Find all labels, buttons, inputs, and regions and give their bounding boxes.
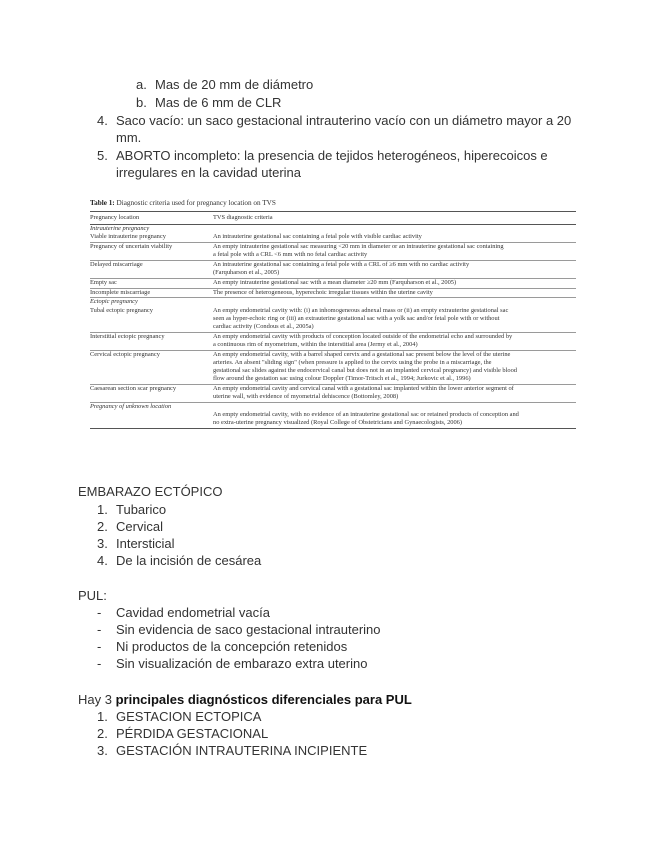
- table-caption: [90, 198, 576, 208]
- criteria-line: An empty endometrial cavity with products of conception located outside of the endometrial echo and surrounded by: [213, 332, 513, 340]
- list-marker: -: [97, 622, 102, 637]
- criteria-line: An intrauterine gestational sac containing a fetal pole with visible cardiac activity: [213, 233, 422, 241]
- table-cell-location: Delayed miscarriage: [90, 261, 213, 279]
- table-section-label: Ectopic pregnancy: [90, 298, 138, 306]
- table-cell-criteria: [213, 243, 576, 261]
- pul-item: Cavidad endometrial vacía: [116, 605, 270, 620]
- criteria-line: arteries. An absent "sliding sign" (when pressure is applied to the cervix using the probe in a miscarriage, the: [213, 358, 492, 366]
- table-cell-location: Caesarean section scar pregnancy: [90, 384, 213, 402]
- criteria-line: An empty intrauterine gestational sac measuring <20 mm in diameter or an intrauterine gestational sac containing: [213, 243, 504, 251]
- criteria-line: seen as hyper-echoic ring or (iii) an extrauterine gestational sac with a yolk sac and/or fetal pole with or without: [213, 314, 500, 322]
- table-cell-location: Tubal ectopic pregnancy: [90, 307, 213, 333]
- list-marker: 3.: [97, 536, 108, 551]
- diagnostic-criteria-table: [90, 211, 576, 429]
- table-cell-location: Cervical ectopic pregnancy: [90, 350, 213, 384]
- item-4-line-1: Saco vacío: un saco gestacional intrauterino vacío con un diámetro mayor a 20: [116, 113, 572, 128]
- criteria-line: a continuous rim of myometrium, within the interstitial area (Jermy et al., 2004): [213, 340, 418, 348]
- list-marker: 2.: [97, 519, 108, 534]
- differential-intro-plain: Hay 3: [78, 692, 116, 707]
- table-cell-location: Viable intrauterine pregnancy: [90, 233, 213, 242]
- list-marker: a.: [136, 77, 147, 92]
- table-header-location: Pregnancy location: [90, 212, 213, 225]
- pul-item: Sin evidencia de saco gestacional intrauterino: [116, 622, 381, 637]
- list-marker: b.: [136, 95, 147, 110]
- table-cell-location: Empty sac: [90, 278, 213, 288]
- list-marker: 5.: [97, 148, 108, 163]
- table-section-row: [90, 298, 576, 307]
- differential-intro-bold: principales diagnósticos diferenciales para PUL: [115, 692, 412, 707]
- list-marker: 3.: [97, 743, 108, 758]
- pul-title: PUL:: [78, 588, 107, 603]
- table-cell-criteria: [213, 411, 576, 428]
- criteria-line: An empty intrauterine gestational sac with a mean diameter ≥20 mm (Farquharson et al., 2005): [213, 278, 457, 286]
- criteria-line: gestational sac slides against the endocervical canal but does not in an implanted cervical pregnancy) and visible blood: [213, 366, 517, 374]
- list-marker: 4.: [97, 553, 108, 568]
- list-marker: -: [97, 605, 102, 620]
- criteria-line: cardiac activity (Condous et al., 2005a): [213, 322, 314, 330]
- ectopic-item: De la incisión de cesárea: [116, 553, 262, 568]
- list-marker: 1.: [97, 502, 108, 517]
- item-5-line-1: ABORTO incompleto: la presencia de tejidos heterogéneos, hiperecoicos e: [116, 148, 548, 163]
- table-row: [90, 411, 576, 428]
- table-row: [90, 233, 576, 242]
- table-section-row: [90, 225, 576, 234]
- criteria-line: An empty endometrial cavity, with a barrel shaped cervix and a gestational sac present below the level of the uterine: [213, 350, 511, 358]
- list-marker: 2.: [97, 726, 108, 741]
- ectopic-item: Tubarico: [116, 502, 167, 517]
- table-cell-location: [90, 411, 213, 428]
- list-marker: 4.: [97, 113, 108, 128]
- table-row: [90, 288, 576, 298]
- table-cell-criteria: [213, 307, 576, 333]
- pul-item: Sin visualización de embarazo extra uterino: [116, 656, 368, 671]
- criteria-line: The presence of heterogeneous, hyperechoic irregular tissues within the uterine cavity: [213, 288, 433, 296]
- table-cell-criteria: [213, 288, 576, 298]
- table-row: [90, 307, 576, 333]
- list-marker: 1.: [97, 709, 108, 724]
- differential-item: GESTACION ECTOPICA: [116, 709, 262, 724]
- criteria-line: no extra-uterine pregnancy visualized (Royal College of Obstetricians and Gynaecologists, 2006): [213, 419, 462, 427]
- table-section-label: Pregnancy of unknown location: [90, 402, 172, 410]
- table-cell-criteria: [213, 350, 576, 384]
- criteria-line: An empty endometrial cavity with: (i) an inhomogeneous adnexal mass or (ii) an empty extrauterine gestational sac: [213, 306, 509, 314]
- table-section-row: [90, 402, 576, 411]
- table-cell-criteria: [213, 278, 576, 288]
- table-cell-location: Interstitial ectopic pregnancy: [90, 332, 213, 350]
- ectopic-title: EMBARAZO ECTÓPICO: [78, 484, 223, 499]
- table-cell-criteria: [213, 261, 576, 279]
- table-header-criteria: TVS diagnostic criteria: [213, 212, 576, 225]
- diagnostic-criteria-table-figure: [90, 198, 576, 429]
- table-cell-criteria: [213, 233, 576, 242]
- criteria-line: flow around the gestation sac using colour Doppler (Timor-Tritsch et al., 1994; Jurkovic et al., 1996): [213, 375, 471, 383]
- criteria-line: An empty endometrial cavity, with no evidence of an intrauterine gestational sac or retained products of conception and: [213, 410, 519, 418]
- table-cell-criteria: [213, 332, 576, 350]
- criteria-line: An intrauterine gestational sac containing a fetal pole with a CRL of ≥6 mm with no cardiac activity: [213, 261, 470, 269]
- table-section-label: Intrauterine pregnancy: [90, 225, 150, 233]
- table-row: [90, 261, 576, 279]
- table-row: [90, 384, 576, 402]
- table-caption-text: Diagnostic criteria used for pregnancy location on TVS: [116, 199, 276, 207]
- criteria-line: An empty endometrial cavity and cervical canal with a gestational sac implanted within the lower anterior segment of: [213, 384, 514, 392]
- criteria-line: (Farquharson et al., 2005): [213, 269, 280, 277]
- table-row: [90, 332, 576, 350]
- table-row: [90, 350, 576, 384]
- sub-item-a: Mas de 20 mm de diámetro: [155, 77, 314, 92]
- ectopic-item: Intersticial: [116, 536, 175, 551]
- pul-item: Ni productos de la concepción retenidos: [116, 639, 348, 654]
- sub-item-b: Mas de 6 mm de CLR: [155, 95, 282, 110]
- table-row: [90, 278, 576, 288]
- differential-item: GESTACIÓN INTRAUTERINA INCIPIENTE: [116, 743, 368, 758]
- table-caption-label: Table 1:: [90, 199, 115, 207]
- differential-intro: [78, 691, 412, 708]
- list-marker: -: [97, 639, 102, 654]
- item-5-line-2: irregulares en la cavidad uterina: [116, 165, 301, 180]
- ectopic-item: Cervical: [116, 519, 163, 534]
- table-cell-criteria: [213, 384, 576, 402]
- criteria-line: uterine wall, with evidence of myometrial dehiscence (Bottomley, 2008): [213, 393, 399, 401]
- differential-item: PÉRDIDA GESTACIONAL: [116, 726, 269, 741]
- list-marker: -: [97, 656, 102, 671]
- item-4-line-2: mm.: [116, 130, 142, 145]
- table-cell-location: Incomplete miscarriage: [90, 288, 213, 298]
- criteria-line: a fetal pole with a CRL <6 mm with no fetal cardiac activity: [213, 251, 368, 259]
- table-row: [90, 243, 576, 261]
- table-cell-location: Pregnancy of uncertain viability: [90, 243, 213, 261]
